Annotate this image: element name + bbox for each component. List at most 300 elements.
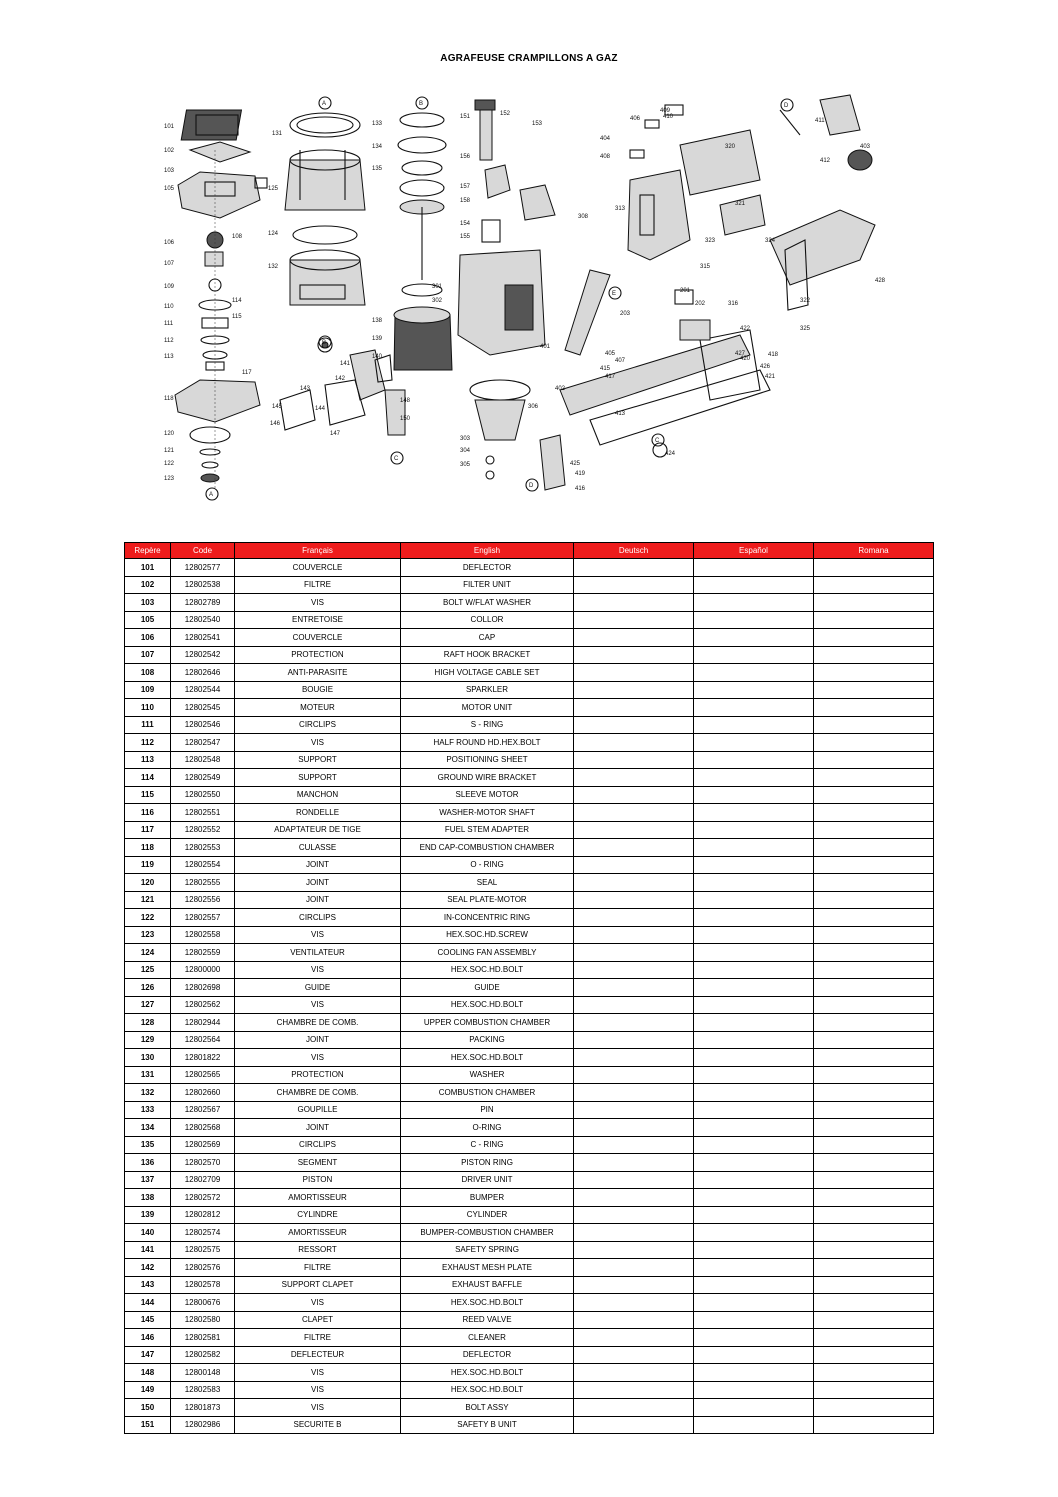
callout-111: 111 [164, 321, 174, 327]
cell-repere: 107 [125, 646, 171, 664]
cell-romana [814, 646, 934, 664]
cell-deutsch [574, 909, 694, 927]
cell-english: WASHER [401, 1066, 574, 1084]
table-row [125, 629, 934, 647]
cell-romana [814, 1171, 934, 1189]
cell-english: SEAL PLATE-MOTOR [401, 891, 574, 909]
cell-code: 12802562 [171, 996, 235, 1014]
cell-francais: RONDELLE [235, 804, 401, 822]
cell-espanol [694, 734, 814, 752]
cell-english: O - RING [401, 856, 574, 874]
cell-english: WASHER-MOTOR SHAFT [401, 804, 574, 822]
table-row [125, 681, 934, 699]
callout-144: 144 [315, 406, 326, 412]
callout-155: 155 [460, 234, 471, 240]
callout-B-top: B [419, 101, 424, 107]
callout-103: 103 [164, 168, 175, 174]
callout-402: 402 [555, 386, 566, 392]
cell-deutsch [574, 944, 694, 962]
cell-code: 12802578 [171, 1276, 235, 1294]
cell-francais: BOUGIE [235, 681, 401, 699]
cell-repere: 129 [125, 1031, 171, 1049]
cell-espanol [694, 1136, 814, 1154]
cell-code: 12802789 [171, 594, 235, 612]
cell-repere: 114 [125, 769, 171, 787]
cell-romana [814, 891, 934, 909]
cell-deutsch [574, 646, 694, 664]
callout-110: 110 [164, 304, 174, 310]
cell-english: PACKING [401, 1031, 574, 1049]
table-row [125, 856, 934, 874]
cell-code: 12802556 [171, 891, 235, 909]
cell-deutsch [574, 664, 694, 682]
callout-203: 203 [620, 311, 631, 317]
cell-repere: 128 [125, 1014, 171, 1032]
cell-deutsch [574, 594, 694, 612]
cell-francais: JOINT [235, 891, 401, 909]
table-row [125, 716, 934, 734]
cell-romana [814, 1031, 934, 1049]
cell-english: S - RING [401, 716, 574, 734]
cell-romana [814, 734, 934, 752]
callout-107: 107 [164, 261, 175, 267]
cell-repere: 118 [125, 839, 171, 857]
cell-espanol [694, 1311, 814, 1329]
cell-english: SLEEVE MOTOR [401, 786, 574, 804]
cell-english: FUEL STEM ADAPTER [401, 821, 574, 839]
cell-english: CYLINDER [401, 1206, 574, 1224]
cell-deutsch [574, 1364, 694, 1382]
cell-romana [814, 1381, 934, 1399]
callout-303: 303 [460, 436, 471, 442]
cell-english: HEX.SOC.HD.BOLT [401, 1364, 574, 1382]
header-english: English [401, 543, 574, 559]
cell-deutsch [574, 1381, 694, 1399]
cell-code: 12802564 [171, 1031, 235, 1049]
cell-romana [814, 559, 934, 577]
cell-francais: VIS [235, 594, 401, 612]
table-row [125, 1031, 934, 1049]
cell-code: 12802581 [171, 1329, 235, 1347]
table-row [125, 1259, 934, 1277]
cell-deutsch [574, 979, 694, 997]
cell-deutsch [574, 1031, 694, 1049]
header-deutsch: Deutsch [574, 543, 694, 559]
cell-repere: 123 [125, 926, 171, 944]
table-row [125, 944, 934, 962]
cell-english: BOLT W/FLAT WASHER [401, 594, 574, 612]
cell-deutsch [574, 559, 694, 577]
cell-repere: 142 [125, 1259, 171, 1277]
cell-repere: 139 [125, 1206, 171, 1224]
parts-table-body [125, 559, 934, 1434]
cell-deutsch [574, 1066, 694, 1084]
cell-espanol [694, 646, 814, 664]
cell-francais: CULASSE [235, 839, 401, 857]
cell-romana [814, 769, 934, 787]
cell-romana [814, 979, 934, 997]
cell-romana [814, 576, 934, 594]
callout-404: 404 [600, 136, 611, 142]
cell-deutsch [574, 681, 694, 699]
cell-espanol [694, 1049, 814, 1067]
cell-code: 12800000 [171, 961, 235, 979]
cell-code: 12802574 [171, 1224, 235, 1242]
cell-english: PIN [401, 1101, 574, 1119]
cell-code: 12802545 [171, 699, 235, 717]
callout-A-top: A [322, 101, 327, 107]
cell-francais: VIS [235, 996, 401, 1014]
table-row [125, 664, 934, 682]
callout-408: 408 [600, 154, 611, 160]
callout-315: 315 [700, 264, 711, 270]
cell-espanol [694, 944, 814, 962]
cell-espanol [694, 1031, 814, 1049]
callout-131: 131 [272, 131, 283, 137]
cell-deutsch [574, 786, 694, 804]
cell-romana [814, 961, 934, 979]
table-row [125, 1119, 934, 1137]
cell-repere: 108 [125, 664, 171, 682]
cell-repere: 112 [125, 734, 171, 752]
cell-repere: 120 [125, 874, 171, 892]
cell-deutsch [574, 1259, 694, 1277]
cell-espanol [694, 1399, 814, 1417]
cell-romana [814, 944, 934, 962]
cell-repere: 110 [125, 699, 171, 717]
cell-deutsch [574, 699, 694, 717]
cell-code: 12802567 [171, 1101, 235, 1119]
cell-francais: COUVERCLE [235, 629, 401, 647]
table-row [125, 1416, 934, 1434]
cell-espanol [694, 1346, 814, 1364]
cell-francais: PISTON [235, 1171, 401, 1189]
cell-romana [814, 629, 934, 647]
callout-C: C [394, 456, 399, 462]
cell-deutsch [574, 1171, 694, 1189]
cell-deutsch [574, 1101, 694, 1119]
cell-code: 12802540 [171, 611, 235, 629]
cell-romana [814, 1364, 934, 1382]
cell-romana [814, 1294, 934, 1312]
callout-416: 416 [575, 486, 586, 492]
callout-B: B [322, 340, 327, 346]
document-title: AGRAFEUSE CRAMPILLONS A GAZ [440, 53, 618, 64]
table-row [125, 821, 934, 839]
cell-espanol [694, 769, 814, 787]
cell-deutsch [574, 769, 694, 787]
cell-code: 12802570 [171, 1154, 235, 1172]
cell-espanol [694, 821, 814, 839]
cell-espanol [694, 1101, 814, 1119]
cell-repere: 134 [125, 1119, 171, 1137]
cell-code: 12801873 [171, 1399, 235, 1417]
callout-133: 133 [372, 121, 383, 127]
cell-deutsch [574, 629, 694, 647]
cell-espanol [694, 1224, 814, 1242]
cell-deutsch [574, 1294, 694, 1312]
cell-espanol [694, 629, 814, 647]
cell-repere: 101 [125, 559, 171, 577]
callout-316: 316 [728, 301, 739, 307]
cell-espanol [694, 751, 814, 769]
cell-francais: CHAMBRE DE COMB. [235, 1014, 401, 1032]
callout-421: 421 [765, 374, 776, 380]
table-row [125, 839, 934, 857]
cell-deutsch [574, 874, 694, 892]
cell-repere: 111 [125, 716, 171, 734]
cell-francais: VIS [235, 1381, 401, 1399]
cell-espanol [694, 576, 814, 594]
table-row [125, 1171, 934, 1189]
cell-francais: PROTECTION [235, 1066, 401, 1084]
cell-romana [814, 926, 934, 944]
cell-espanol [694, 874, 814, 892]
cell-code: 12802986 [171, 1416, 235, 1434]
cell-espanol [694, 1276, 814, 1294]
cell-deutsch [574, 1084, 694, 1102]
cell-francais: JOINT [235, 856, 401, 874]
cell-code: 12802576 [171, 1259, 235, 1277]
table-row [125, 1364, 934, 1382]
cell-english: HALF ROUND HD.HEX.BOLT [401, 734, 574, 752]
cell-english: O-RING [401, 1119, 574, 1137]
cell-espanol [694, 559, 814, 577]
cell-deutsch [574, 1119, 694, 1137]
cell-espanol [694, 1416, 814, 1434]
cell-deutsch [574, 1189, 694, 1207]
cell-english: FILTER UNIT [401, 576, 574, 594]
cell-deutsch [574, 1049, 694, 1067]
cell-english: SEAL [401, 874, 574, 892]
table-row [125, 1311, 934, 1329]
cell-repere: 105 [125, 611, 171, 629]
callout-324: 324 [765, 238, 776, 244]
cell-deutsch [574, 751, 694, 769]
cell-deutsch [574, 1346, 694, 1364]
cell-code: 12802944 [171, 1014, 235, 1032]
cell-english: HEX.SOC.HD.SCREW [401, 926, 574, 944]
table-row [125, 874, 934, 892]
cell-english: DEFLECTOR [401, 559, 574, 577]
callout-125: 125 [268, 186, 279, 192]
cell-code: 12802698 [171, 979, 235, 997]
cell-code: 12802549 [171, 769, 235, 787]
magazine-and-handle [540, 95, 875, 490]
cell-repere: 103 [125, 594, 171, 612]
table-row [125, 1346, 934, 1364]
cell-francais: CIRCLIPS [235, 716, 401, 734]
callout-151: 151 [460, 114, 471, 120]
callout-419: 419 [575, 471, 586, 477]
cell-espanol [694, 856, 814, 874]
callout-101: 101 [164, 124, 175, 130]
cell-english: BUMPER [401, 1189, 574, 1207]
cell-francais: ENTRETOISE [235, 611, 401, 629]
cell-espanol [694, 1329, 814, 1347]
cell-code: 12802565 [171, 1066, 235, 1084]
cell-repere: 147 [125, 1346, 171, 1364]
callout-113: 113 [164, 354, 174, 360]
cell-romana [814, 1014, 934, 1032]
callout-422: 422 [740, 326, 751, 332]
callout-139: 139 [372, 336, 383, 342]
table-row [125, 1241, 934, 1259]
table-row [125, 1206, 934, 1224]
cell-repere: 131 [125, 1066, 171, 1084]
cell-francais: SUPPORT [235, 751, 401, 769]
cell-code: 12802553 [171, 839, 235, 857]
cell-romana [814, 1136, 934, 1154]
cell-francais: VIS [235, 1364, 401, 1382]
cell-code: 12802546 [171, 716, 235, 734]
cell-code: 12802542 [171, 646, 235, 664]
cell-deutsch [574, 839, 694, 857]
cell-code: 12802538 [171, 576, 235, 594]
cell-romana [814, 1224, 934, 1242]
cell-repere: 150 [125, 1399, 171, 1417]
cell-francais: DEFLECTEUR [235, 1346, 401, 1364]
cell-deutsch [574, 1311, 694, 1329]
cell-repere: 151 [125, 1416, 171, 1434]
callout-412: 412 [820, 158, 831, 164]
cell-english: BUMPER-COMBUSTION CHAMBER [401, 1224, 574, 1242]
table-row [125, 1049, 934, 1067]
cell-repere: 136 [125, 1154, 171, 1172]
callout-425: 425 [570, 461, 581, 467]
cell-espanol [694, 839, 814, 857]
table-row [125, 961, 934, 979]
table-row [125, 751, 934, 769]
cell-deutsch [574, 1416, 694, 1434]
cell-english: DEFLECTOR [401, 1346, 574, 1364]
cell-espanol [694, 594, 814, 612]
cell-english: END CAP-COMBUSTION CHAMBER [401, 839, 574, 857]
callout-424: 424 [665, 451, 676, 457]
cell-repere: 109 [125, 681, 171, 699]
callout-201: 201 [680, 288, 691, 294]
callout-418: 418 [768, 352, 779, 358]
cell-repere: 126 [125, 979, 171, 997]
cell-english: CLEANER [401, 1329, 574, 1347]
cell-francais: VIS [235, 1294, 401, 1312]
header-romana: Romana [814, 543, 934, 559]
cell-francais: AMORTISSEUR [235, 1189, 401, 1207]
callout-428: 428 [875, 278, 886, 284]
callout-132: 132 [268, 264, 279, 270]
table-row [125, 979, 934, 997]
cell-deutsch [574, 856, 694, 874]
callout-122: 122 [164, 461, 175, 467]
cell-repere: 135 [125, 1136, 171, 1154]
cell-francais: CHAMBRE DE COMB. [235, 1084, 401, 1102]
cell-francais: FILTRE [235, 576, 401, 594]
cell-romana [814, 1346, 934, 1364]
callout-302: 302 [432, 298, 443, 304]
cell-deutsch [574, 1399, 694, 1417]
callout-157: 157 [460, 184, 471, 190]
cell-deutsch [574, 926, 694, 944]
cell-francais: CYLINDRE [235, 1206, 401, 1224]
cell-deutsch [574, 1224, 694, 1242]
table-row [125, 594, 934, 612]
callout-C-right: C [655, 438, 660, 444]
cell-code: 12802569 [171, 1136, 235, 1154]
cell-deutsch [574, 996, 694, 1014]
callout-138: 138 [372, 318, 383, 324]
callout-134: 134 [372, 144, 383, 150]
table-row [125, 804, 934, 822]
callout-321: 321 [735, 201, 746, 207]
cell-english: HEX.SOC.HD.BOLT [401, 1381, 574, 1399]
cell-francais: VIS [235, 1399, 401, 1417]
cell-english: HEX.SOC.HD.BOLT [401, 996, 574, 1014]
cell-repere: 148 [125, 1364, 171, 1382]
cell-francais: GUIDE [235, 979, 401, 997]
cell-repere: 106 [125, 629, 171, 647]
cell-repere: 130 [125, 1049, 171, 1067]
cell-francais: AMORTISSEUR [235, 1224, 401, 1242]
table-row [125, 1399, 934, 1417]
callout-142: 142 [335, 376, 346, 382]
table-row [125, 926, 934, 944]
cell-english: POSITIONING SHEET [401, 751, 574, 769]
cell-repere: 127 [125, 996, 171, 1014]
table-row [125, 1381, 934, 1399]
callout-143: 143 [300, 386, 311, 392]
cell-code: 12802551 [171, 804, 235, 822]
cell-espanol [694, 979, 814, 997]
cell-espanol [694, 664, 814, 682]
cell-code: 12802660 [171, 1084, 235, 1102]
cell-espanol [694, 786, 814, 804]
cell-deutsch [574, 716, 694, 734]
callout-407: 407 [615, 358, 626, 364]
cell-code: 12802572 [171, 1189, 235, 1207]
cell-francais: RESSORT [235, 1241, 401, 1259]
cell-code: 12802646 [171, 664, 235, 682]
cell-english: DRIVER UNIT [401, 1171, 574, 1189]
callout-D-top: D [784, 103, 789, 109]
callout-304: 304 [460, 448, 471, 454]
callout-123: 123 [164, 476, 175, 482]
callout-417: 417 [605, 374, 616, 380]
callout-154: 154 [460, 221, 471, 227]
cell-english: SAFETY B UNIT [401, 1416, 574, 1434]
callout-409: 409 [660, 108, 671, 114]
callout-158: 158 [460, 198, 471, 204]
cell-francais: COUVERCLE [235, 559, 401, 577]
cell-romana [814, 1276, 934, 1294]
table-row [125, 909, 934, 927]
cell-romana [814, 856, 934, 874]
cell-espanol [694, 1381, 814, 1399]
cell-english: RAFT HOOK BRACKET [401, 646, 574, 664]
cell-repere: 132 [125, 1084, 171, 1102]
cell-romana [814, 996, 934, 1014]
cell-repere: 141 [125, 1241, 171, 1259]
cell-english: REED VALVE [401, 1311, 574, 1329]
cell-romana [814, 1066, 934, 1084]
cover-assembly [175, 110, 267, 490]
cell-repere: 125 [125, 961, 171, 979]
cell-romana [814, 1329, 934, 1347]
callout-A-bottom: A [209, 492, 214, 498]
cell-code: 12802541 [171, 629, 235, 647]
cell-english: BOLT ASSY [401, 1399, 574, 1417]
cell-english: GUIDE [401, 979, 574, 997]
cell-code: 12802555 [171, 874, 235, 892]
